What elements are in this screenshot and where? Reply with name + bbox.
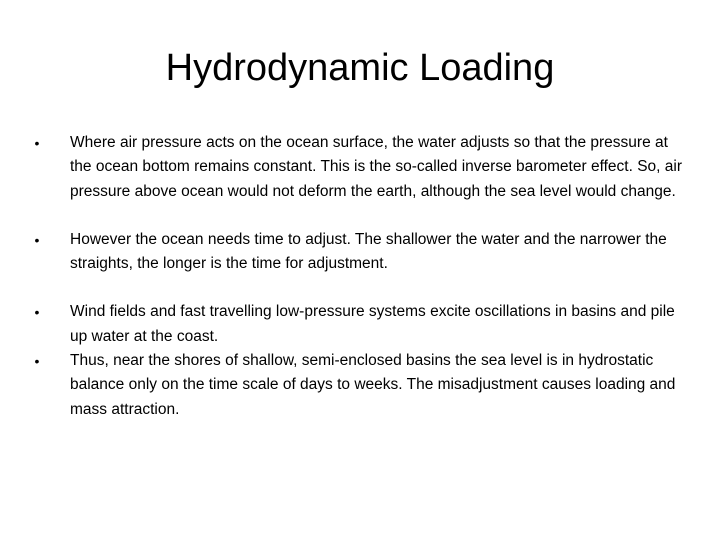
bullet-item (30, 131, 690, 204)
bullet-text: Thus, near the shores of shallow, semi-enclosed basins the sea level is in hydrostatic balance only on the time scale of days to weeks. The misadjustment causes loading and mass attraction. (70, 352, 676, 418)
bullet-icon: • (34, 231, 40, 248)
bullet-item (30, 349, 690, 422)
bullet-item (30, 228, 690, 277)
bullet-item (30, 300, 690, 349)
bullet-list (30, 131, 690, 422)
bullet-icon: • (34, 304, 40, 321)
bullet-text: However the ocean needs time to adjust. The shallower the water and the narrower the straights, the longer is the time for adjustment. (70, 230, 667, 273)
bullet-icon: • (34, 353, 40, 370)
bullet-text: Wind fields and fast travelling low-pressure systems excite oscillations in basins and pile up water at the coast. (70, 303, 675, 345)
slide-title: Hydrodynamic Loading (165, 47, 555, 89)
bullet-icon: • (34, 135, 40, 151)
bullet-text: Where air pressure acts on the ocean surface, the water adjusts so that the pressure at the ocean bottom remains constant. This is the so-called inverse barometer effect. So, air pressure above ocean would not deform the earth, although the sea level would change. (70, 134, 682, 200)
